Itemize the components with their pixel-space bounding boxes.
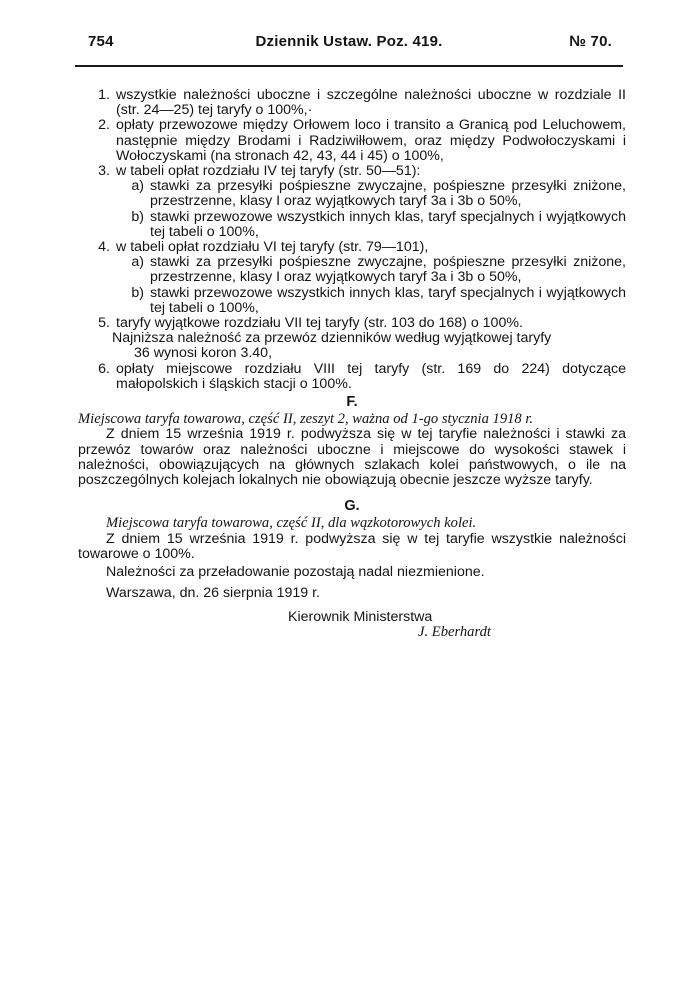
item-marker: 3. <box>98 163 110 180</box>
signature-name: J. Eberhardt <box>418 623 491 640</box>
subitem-marker: b) <box>131 284 144 301</box>
document-body <box>78 88 626 640</box>
signature-title: Kierownik Ministerstwa <box>288 608 433 625</box>
list-item-5 <box>78 316 626 331</box>
list-item-4 <box>78 240 626 255</box>
item-text: wszystkie należności uboczne i szczególne należności uboczne w rozdziale II (str. 24—25) tej taryfy o 100%,· <box>116 87 626 119</box>
item-5-note: Najniższa należność za przewóz dzienników według wyjątkowej taryfy <box>112 330 552 347</box>
subitem-text: stawki przewozowe wszystkich innych klas, taryf specjalnych i wyjątkowych tej tabeli o 100%, <box>150 208 626 240</box>
document-date: Warszawa, dn. 26 sierpnia 1919 r. <box>106 585 320 602</box>
item-marker: 5. <box>98 315 110 332</box>
list-subitem-4a <box>116 255 626 285</box>
subitem-marker: b) <box>131 208 144 225</box>
list-item-1 <box>78 88 626 118</box>
subitem-text: stawki przewozowe wszystkich innych klas, taryf specjalnych i wyjątkowych tej tabeli o 100%, <box>150 284 626 316</box>
section-g-title: Miejscowa taryfa towarowa, część II, dla wązkotorowych kolei. <box>106 515 477 532</box>
section-g-paragraph: Z dniem 15 września 1919 r. podwyższa się w tej taryfie wszystkie należności towarowe o 100%. <box>78 530 626 562</box>
item-text: taryfy wyjątkowe rozdziału VII tej taryfy (str. 103 do 168) o 100%. <box>116 315 523 332</box>
subitem-marker: a) <box>131 254 144 271</box>
page-header <box>74 33 624 55</box>
subitem-text: stawki za przesyłki pośpieszne zwyczajne, pośpieszne przesyłki zniżone, przestrzenne, klasy I oraz wyjątkowych taryf 3a i 3b o 50%, <box>150 254 626 286</box>
list-subitem-3b <box>116 210 626 240</box>
subitem-text: stawki za przesyłki pośpieszne zwyczajne, pośpieszne przesyłki zniżone, przestrzenne, klasy I oraz wyjątkowych taryf 3a i 3b o 50%, <box>150 178 626 210</box>
section-g-paragraph-2: Należności za przeładowanie pozostają nadal niezmienione. <box>106 564 485 581</box>
item-marker: 6. <box>98 360 110 377</box>
journal-title: Dziennik Ustaw. Poz. 419. <box>255 33 443 50</box>
list-subitem-3a <box>116 179 626 209</box>
issue-number: № 70. <box>569 33 612 50</box>
item-text: opłaty miejscowe rozdziału VIII tej taryfy (str. 169 do 224) dotyczące małopolskich i śląskich stacji o 100%. <box>116 360 626 392</box>
section-f-paragraph: Z dniem 15 września 1919 r. podwyższa się w tej taryfie należności i stawki za przewóz towarów oraz należności uboczne i miejscowe do wysokości stawek i należności, obowiązujących na głównych szlakach kolei państwowych, o ile na poszczególnych kolejach lokalnych nie obowiązują obecnie jeszcze wyższe taryfy. <box>78 426 626 489</box>
section-g-letter: G. <box>344 498 360 515</box>
page-number: 754 <box>88 33 114 50</box>
list-item-3 <box>78 164 626 179</box>
item-marker: 1. <box>98 87 110 103</box>
subitem-marker: a) <box>131 178 144 195</box>
item-text: w tabeli opłat rozdziału VI tej taryfy (str. 79—101), <box>116 239 429 256</box>
item-marker: 4. <box>98 239 110 256</box>
item-5-note-continued: 36 wynosi koron 3.40, <box>134 345 273 362</box>
item-marker: 2. <box>98 117 110 134</box>
header-divider <box>75 65 623 67</box>
item-text: opłaty przewozowe między Orłowem loco i transito a Granicą pod Leluchowem, następnie między Brodami i Radziwiłłowem, oraz między Podwołoczyskami i Wołoczyskami (na stronach 42, 43, 44 i 45) o 100%, <box>116 117 626 164</box>
item-text: w tabeli opłat rozdziału IV tej taryfy (str. 50—51): <box>116 163 421 180</box>
list-item-2 <box>78 118 626 164</box>
list-subitem-4b <box>116 286 626 316</box>
section-f-letter: F. <box>346 394 358 411</box>
section-f-title: Miejscowa taryfa towarowa, część II, zeszyt 2, ważna od 1-go stycznia 1918 r. <box>78 411 534 428</box>
list-item-6 <box>78 362 626 392</box>
